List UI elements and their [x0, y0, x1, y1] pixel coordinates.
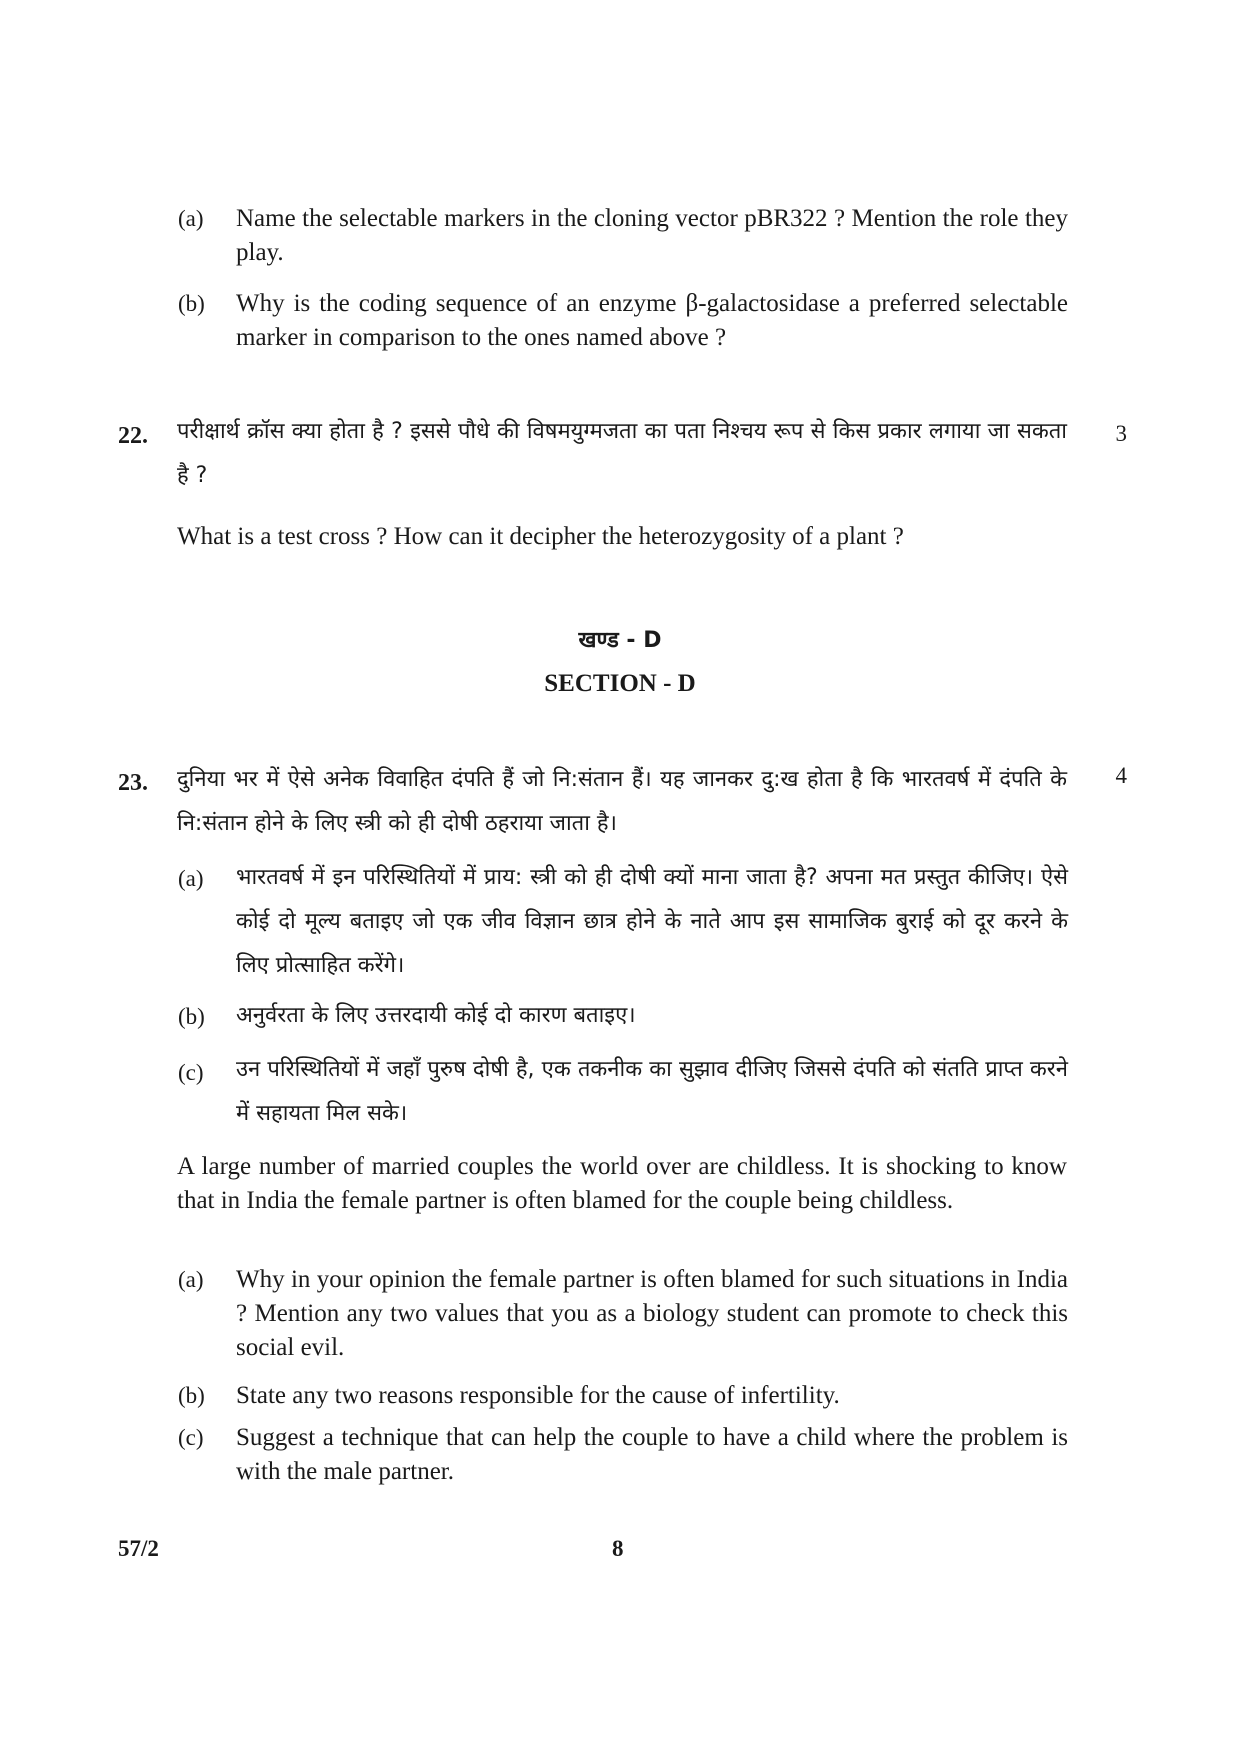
q23-english-a: Why in your opinion the female partner is often blamed for such situations in India ? Mention any two values that you as a biology student can promote to check this social evil. [236, 1266, 1068, 1361]
q23-hindi-a: भारतवर्ष में इन परिस्थितियों में प्राय: स्त्री को ही दोषी क्यों माना जाता है? अपना मत प्रस्तुत कीजिए। ऐसे कोई दो मूल्य बताइए जो एक जीव विज्ञान छात्र होने के नाते आप इस सामाजिक बुराई को दूर करने के लिए प्रोत्साहित करेंगे। [236, 865, 1068, 978]
q23-hindi-c: उन परिस्थितियों में जहाँ पुरुष दोषी है, एक तकनीक का सुझाव दीजिए जिससे दंपति को संतति प्राप्त करने में सहायता मिल सके। [236, 1057, 1068, 1126]
paper-code: 57/2 [118, 1536, 159, 1561]
q23-hindi-b: अनुर्वरता के लिए उत्तरदायी कोई दो कारण बताइए। [236, 1003, 636, 1028]
q21-a-text: Name the selectable markers in the cloning vector pBR322 ? Mention the role they play. [236, 205, 1068, 266]
q21-b-text: Why is the coding sequence of an enzyme β-galactosidase a preferred selectable marker in comparison to the ones named above ? [236, 290, 1068, 351]
q21-b-label: (b) [178, 291, 205, 316]
q23-number: 23. [118, 770, 148, 796]
section-heading-hindi: खण्ड - D [578, 628, 662, 653]
q23-hindi-a-label: (a) [178, 866, 204, 891]
q23-hindi-c-label: (c) [178, 1060, 204, 1085]
q23-english-c-label: (c) [178, 1425, 204, 1450]
q22-number: 22. [118, 423, 148, 449]
q23-english-b: State any two reasons responsible for the cause of infertility. [236, 1382, 840, 1409]
q21-a-label: (a) [178, 206, 204, 231]
q23-english-a-label: (a) [178, 1267, 204, 1292]
q22-english-text: What is a test cross ? How can it decipher the heterozygosity of a plant ? [177, 523, 904, 550]
q22-hindi-text: परीक्षार्थ क्रॉस क्या होता है ? इससे पौधे की विषमयुग्मजता का पता निश्चय रूप से किस प्रकार लगाया जा सकता है ? [177, 419, 1067, 488]
section-heading-english: SECTION - D [544, 670, 696, 697]
q23-hindi-b-label: (b) [178, 1004, 205, 1029]
q22-marks: 3 [1115, 421, 1127, 446]
q23-english-intro: A large number of married couples the world over are childless. It is shocking to know that in India the female partner is often blamed for the couple being childless. [177, 1153, 1067, 1214]
q23-english-b-label: (b) [178, 1383, 205, 1408]
q23-hindi-intro: दुनिया भर में ऐसे अनेक विवाहित दंपति हैं जो नि:संतान हैं। यह जानकर दु:ख होता है कि भारतवर्ष में दंपति के नि:संतान होने के लिए स्त्री को ही दोषी ठहराया जाता है। [177, 767, 1067, 836]
q23-english-c: Suggest a technique that can help the couple to have a child where the problem is with the male partner. [236, 1424, 1068, 1485]
q23-marks: 4 [1115, 763, 1127, 788]
page-number: 8 [612, 1536, 624, 1561]
